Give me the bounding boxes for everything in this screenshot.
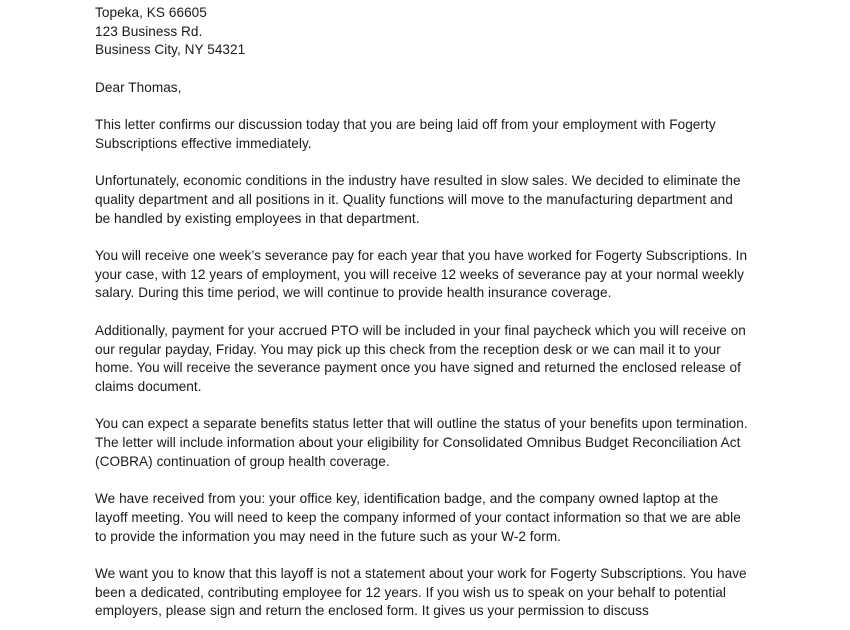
paragraph-economic-conditions: Unfortunately, economic conditions in the industry have resulted in slow sales. We decided to eliminate the quality department and all positions in it. Quality functions will move to the manufacturing department and be handled by existing employees in that department. (95, 173, 741, 226)
paragraph-returned-property: We have received from you: your office key, identification badge, and the company owned laptop at the layoff meeting. You will need to keep the company informed of your contact information so that we are able to provide the information you may need in the future such as your W-2 form. (95, 491, 741, 544)
paragraph-layoff-confirmation: This letter confirms our discussion today that you are being laid off from your employment with Fogerty Subscriptions effective immediately. (95, 117, 716, 151)
letter-body (95, 4, 755, 621)
paragraph-severance-pay: You will receive one week’s severance pay for each year that you have worked for Fogerty Subscriptions. In your case, with 12 years of employment, you will receive 12 weeks of severance pay at your normal weekly salary. During this time period, we will continue to provide health insurance coverage. (95, 248, 748, 301)
paragraph-reference-statement: We want you to know that this layoff is not a statement about your work for Fogerty Subscriptions. You have been a dedicated, contributing employee for 12 years. If you wish us to speak on your behalf to potential employers, please sign and return the enclosed form. It gives us your permission to discuss (95, 565, 747, 619)
address-line-city: Topeka, KS 66605 (95, 5, 207, 20)
paragraph-pto-payment: Additionally, payment for your accrued PTO will be included in your final paycheck which you will receive on our regular payday, Friday. You may pick up this check from the reception desk or we can mail it to your home. You will receive the severance payment once you have signed and returned the enclosed release of claims document. (95, 322, 746, 394)
salutation: Dear Thomas, (95, 79, 182, 95)
paragraph-benefits-status: You can expect a separate benefits status letter that will outline the status of your benefits upon termination. The letter will include information about your eligibility for Consolidated Omnibus Budget Reconciliation Act (COBRA) continuation of group health coverage. (95, 416, 748, 469)
address-line-street: 123 Business Rd. (95, 23, 203, 39)
address-line-city-state: Business City, NY 54321 (95, 42, 246, 58)
recipient-address (95, 4, 755, 60)
